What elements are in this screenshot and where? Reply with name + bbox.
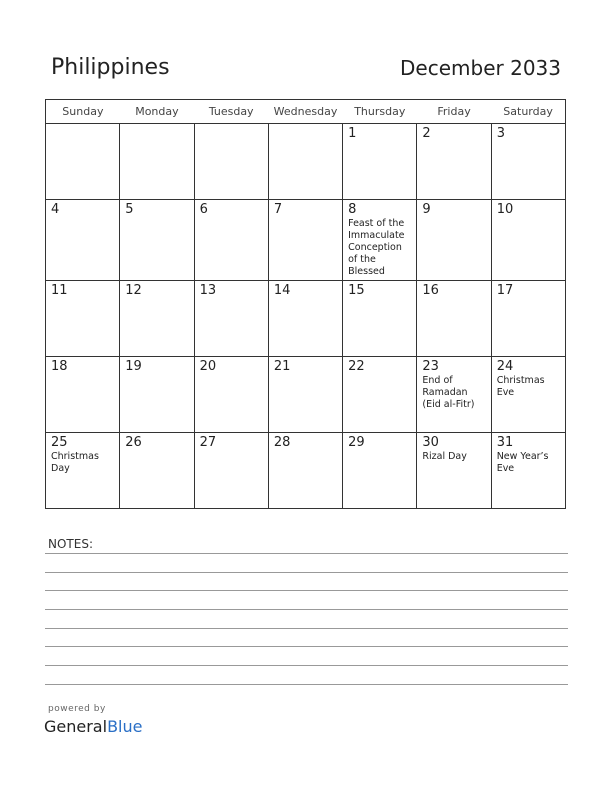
day-cell bbox=[491, 124, 565, 200]
day-number: 22 bbox=[348, 359, 365, 374]
notes-label: NOTES: bbox=[48, 537, 93, 551]
day-number: 15 bbox=[348, 283, 365, 298]
day-cell bbox=[194, 124, 268, 200]
day-cell bbox=[417, 433, 491, 509]
month-year-title: December 2033 bbox=[400, 56, 561, 80]
day-cell bbox=[46, 281, 120, 357]
day-cell bbox=[268, 357, 342, 433]
week-row bbox=[46, 200, 566, 281]
holiday-label: End of Ramadan (Eid al-Fitr) bbox=[422, 375, 475, 410]
holiday-label: Christmas Eve bbox=[496, 375, 545, 398]
country-title: Philippines bbox=[51, 55, 170, 80]
day-number: 4 bbox=[51, 202, 60, 217]
notes-line bbox=[45, 646, 568, 647]
notes-line bbox=[45, 553, 568, 554]
day-number: 5 bbox=[125, 202, 134, 217]
day-cell bbox=[417, 124, 491, 200]
brand-blue: Blue bbox=[107, 717, 143, 736]
day-cell bbox=[194, 433, 268, 509]
day-cell bbox=[46, 124, 120, 200]
day-cell bbox=[120, 124, 194, 200]
day-number: 26 bbox=[125, 435, 142, 450]
weekday-friday: Friday bbox=[417, 100, 491, 124]
day-cell bbox=[343, 357, 417, 433]
day-cell bbox=[268, 281, 342, 357]
day-number: 8 bbox=[348, 202, 357, 217]
day-cell bbox=[268, 124, 342, 200]
notes-line bbox=[45, 684, 568, 685]
day-cell bbox=[46, 200, 120, 281]
day-number: 10 bbox=[496, 202, 514, 217]
weekday-monday: Monday bbox=[120, 100, 194, 124]
day-cell bbox=[491, 357, 565, 433]
day-number: 2 bbox=[422, 126, 431, 141]
brand-general: General bbox=[44, 717, 108, 736]
day-cell bbox=[46, 433, 120, 509]
day-cell bbox=[417, 200, 491, 281]
day-cell bbox=[491, 200, 565, 281]
day-cell bbox=[120, 281, 194, 357]
day-number: 11 bbox=[51, 283, 68, 298]
day-cell bbox=[268, 433, 342, 509]
day-number: 13 bbox=[199, 283, 217, 298]
weekday-thursday: Thursday bbox=[343, 100, 417, 124]
day-cell bbox=[343, 433, 417, 509]
holiday-label: Feast of the Immaculate Conception of the Blessed bbox=[348, 218, 405, 277]
day-cell bbox=[194, 357, 268, 433]
day-cell bbox=[491, 281, 565, 357]
day-number: 29 bbox=[348, 435, 365, 450]
day-number: 27 bbox=[199, 435, 217, 450]
weekday-wednesday: Wednesday bbox=[268, 100, 342, 124]
notes-line bbox=[45, 628, 568, 629]
calendar-grid bbox=[45, 99, 566, 509]
holiday-label: New Year’s Eve bbox=[496, 451, 549, 474]
week-row bbox=[46, 357, 566, 433]
day-number: 12 bbox=[125, 283, 142, 298]
day-cell bbox=[120, 200, 194, 281]
holiday-label: Christmas Day bbox=[51, 451, 99, 474]
day-number: 21 bbox=[273, 359, 291, 374]
day-number: 9 bbox=[422, 202, 431, 217]
notes-line bbox=[45, 665, 568, 666]
day-cell bbox=[120, 433, 194, 509]
day-cell bbox=[343, 200, 417, 281]
weekday-saturday: Saturday bbox=[491, 100, 565, 124]
day-cell bbox=[194, 281, 268, 357]
day-number: 20 bbox=[199, 359, 217, 374]
holiday-label: Rizal Day bbox=[422, 451, 467, 462]
brand-logo bbox=[44, 717, 142, 736]
day-number: 14 bbox=[273, 283, 291, 298]
day-cell bbox=[491, 433, 565, 509]
day-number: 3 bbox=[496, 126, 505, 141]
day-cell bbox=[343, 281, 417, 357]
day-cell bbox=[194, 200, 268, 281]
notes-line bbox=[45, 572, 568, 573]
day-number: 31 bbox=[496, 435, 514, 450]
week-row bbox=[46, 124, 566, 200]
day-number: 30 bbox=[422, 435, 439, 450]
day-cell bbox=[417, 357, 491, 433]
day-cell bbox=[268, 200, 342, 281]
day-cell bbox=[46, 357, 120, 433]
day-number: 6 bbox=[199, 202, 208, 217]
day-number: 23 bbox=[422, 359, 439, 374]
day-number: 7 bbox=[273, 202, 283, 217]
week-row bbox=[46, 281, 566, 357]
notes-line bbox=[45, 590, 568, 591]
day-number: 24 bbox=[496, 359, 514, 374]
day-number: 28 bbox=[273, 435, 291, 450]
weekday-sunday: Sunday bbox=[46, 100, 120, 124]
day-number: 18 bbox=[51, 359, 68, 374]
notes-line bbox=[45, 609, 568, 610]
day-number: 1 bbox=[348, 126, 357, 141]
weekday-tuesday: Tuesday bbox=[194, 100, 268, 124]
weekday-header-row bbox=[46, 100, 566, 124]
day-number: 25 bbox=[51, 435, 68, 450]
day-cell bbox=[120, 357, 194, 433]
day-number: 16 bbox=[422, 283, 439, 298]
day-number: 19 bbox=[125, 359, 142, 374]
powered-by-text: powered by bbox=[48, 704, 106, 714]
day-number: 17 bbox=[496, 283, 514, 298]
day-cell bbox=[417, 281, 491, 357]
week-row bbox=[46, 433, 566, 509]
day-cell bbox=[343, 124, 417, 200]
